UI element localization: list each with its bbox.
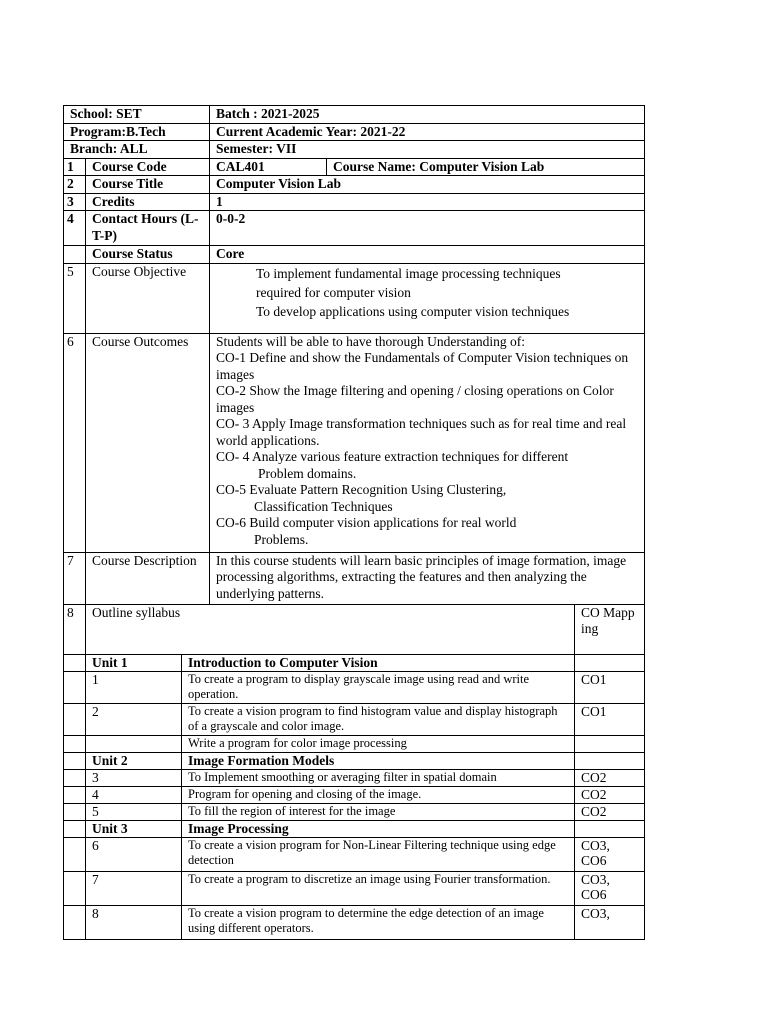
item-margin-cell — [64, 786, 86, 803]
row-number-empty — [64, 246, 86, 264]
item-margin-cell — [64, 769, 86, 786]
item-co-mapping: CO2 — [575, 769, 645, 786]
item-text: Program for opening and closing of the image. — [182, 786, 575, 803]
objective-line: To develop applications using computer vision techniques — [256, 303, 570, 319]
course-objective-label: Course Objective — [86, 263, 210, 333]
item-co-mapping: CO1 — [575, 671, 645, 703]
course-title-value: Computer Vision Lab — [210, 176, 645, 194]
item-number: 8 — [86, 905, 182, 939]
course-objective-value — [210, 263, 645, 333]
program-cell: Program:B.Tech — [64, 123, 210, 141]
course-description-label: Course Description — [86, 552, 210, 604]
item-co-mapping: CO3, CO6 — [575, 837, 645, 871]
syllabus-item-row — [64, 735, 645, 752]
item-number: 5 — [86, 803, 182, 820]
outcomes-intro: Students will be able to have thorough Understanding of: — [216, 333, 525, 349]
item-text: To create a vision program for Non-Linear Filtering technique using edge detection — [182, 837, 575, 871]
unit-header-row — [64, 820, 645, 837]
row-number: 6 — [64, 333, 86, 552]
item-margin-cell — [64, 871, 86, 905]
row-number: 1 — [64, 158, 86, 176]
course-name-cell: Course Name: Computer Vision Lab — [327, 158, 645, 176]
item-margin-cell — [64, 735, 86, 752]
item-text: To create a vision program to determine the edge detection of an image using different operators. — [182, 905, 575, 939]
unit-header-row — [64, 654, 645, 671]
objective-line: To implement fundamental image processing techniques — [256, 265, 561, 281]
contact-hours-label: Contact Hours (L-T-P) — [86, 211, 210, 246]
school-cell: School: SET — [64, 106, 210, 124]
item-number — [86, 735, 182, 752]
batch-cell: Batch : 2021-2025 — [210, 106, 645, 124]
item-text: To create a vision program to find histogram value and display histograph of a grayscale and color image. — [182, 703, 575, 735]
outcome-co4-line2: Problem domains. — [258, 465, 357, 481]
item-co-mapping: CO1 — [575, 703, 645, 735]
course-status-label: Course Status — [86, 246, 210, 264]
co-mapping-header: CO Mapping — [575, 604, 645, 654]
row-number: 4 — [64, 211, 86, 246]
course-status-value: Core — [210, 246, 645, 264]
syllabus-item-row — [64, 671, 645, 703]
item-co-mapping: CO3, CO6 — [575, 871, 645, 905]
outcome-co5-line1: CO-5 Evaluate Pattern Recognition Using Clustering, — [216, 482, 507, 497]
unit-header-row — [64, 752, 645, 769]
item-margin-cell — [64, 837, 86, 871]
item-text: To Implement smoothing or averaging filter in spatial domain — [182, 769, 575, 786]
unit-label: Unit 3 — [86, 820, 182, 837]
unit-label: Unit 1 — [86, 654, 182, 671]
item-co-mapping: CO3, — [575, 905, 645, 939]
row-number: 3 — [64, 193, 86, 211]
outcome-co4-line1: CO- 4 Analyze various feature extraction techniques for different — [216, 449, 569, 464]
syllabus-item-row — [64, 837, 645, 871]
outcome-co5-line2: Classification Techniques — [254, 498, 393, 514]
outcome-co5 — [216, 482, 638, 515]
outcome-co2: CO-2 Show the Image filtering and opening / closing operations on Color images — [216, 383, 614, 415]
syllabus-item-row — [64, 803, 645, 820]
item-co-mapping — [575, 735, 645, 752]
unit-title: Image Processing — [182, 820, 575, 837]
item-co-mapping: CO2 — [575, 786, 645, 803]
academic-year-cell: Current Academic Year: 2021-22 — [210, 123, 645, 141]
course-outcomes-label: Course Outcomes — [86, 333, 210, 552]
item-co-mapping: CO2 — [575, 803, 645, 820]
outcome-co6-line1: CO-6 Build computer vision applications for real world — [216, 515, 517, 530]
course-title-label: Course Title — [86, 176, 210, 194]
item-text: To create a program to display grayscale image using read and write operation. — [182, 671, 575, 703]
item-text: Write a program for color image processing — [182, 735, 575, 752]
syllabus-document — [63, 105, 644, 940]
syllabus-item-row — [64, 786, 645, 803]
unit-co-cell — [575, 752, 645, 769]
item-margin-cell — [64, 803, 86, 820]
course-code-label: Course Code — [86, 158, 210, 176]
course-code-value: CAL401 — [210, 158, 327, 176]
course-info-table — [63, 105, 645, 655]
contact-hours-value: 0-0-2 — [210, 211, 645, 246]
objective-line: required for computer vision — [256, 284, 411, 300]
item-margin-cell — [64, 905, 86, 939]
unit-title: Image Formation Models — [182, 752, 575, 769]
item-number: 6 — [86, 837, 182, 871]
row-number: 7 — [64, 552, 86, 604]
branch-cell: Branch: ALL — [64, 141, 210, 159]
unit-margin-cell — [64, 820, 86, 837]
syllabus-item-row — [64, 871, 645, 905]
credits-value: 1 — [210, 193, 645, 211]
row-number: 5 — [64, 263, 86, 333]
course-description-value: In this course students will learn basic principles of image formation, image processing algorithms, extracting the features and then analyzing the underlying patterns. — [210, 552, 645, 604]
item-number: 2 — [86, 703, 182, 735]
syllabus-item-row — [64, 769, 645, 786]
item-number: 1 — [86, 671, 182, 703]
item-text: To create a program to discretize an image using Fourier transformation. — [182, 871, 575, 905]
syllabus-units-table — [63, 654, 645, 940]
syllabus-item-row — [64, 905, 645, 939]
outline-syllabus-label: Outline syllabus — [86, 604, 575, 654]
outcome-co6 — [216, 515, 638, 548]
row-number: 8 — [64, 604, 86, 654]
item-text: To fill the region of interest for the image — [182, 803, 575, 820]
unit-title: Introduction to Computer Vision — [182, 654, 575, 671]
unit-co-cell — [575, 654, 645, 671]
credits-label: Credits — [86, 193, 210, 211]
outcome-co1: CO-1 Define and show the Fundamentals of Computer Vision techniques on images — [216, 350, 629, 382]
outcome-co3: CO- 3 Apply Image transformation techniques such as for real time and real world applications. — [216, 416, 627, 448]
outcome-co4 — [216, 449, 638, 482]
outcome-co6-line2: Problems. — [254, 531, 309, 547]
item-number: 4 — [86, 786, 182, 803]
item-margin-cell — [64, 671, 86, 703]
unit-label: Unit 2 — [86, 752, 182, 769]
item-number: 7 — [86, 871, 182, 905]
unit-margin-cell — [64, 654, 86, 671]
course-outcomes-value — [210, 333, 645, 552]
item-margin-cell — [64, 703, 86, 735]
unit-co-cell — [575, 820, 645, 837]
unit-margin-cell — [64, 752, 86, 769]
units-body — [64, 654, 645, 939]
row-number: 2 — [64, 176, 86, 194]
item-number: 3 — [86, 769, 182, 786]
syllabus-item-row — [64, 703, 645, 735]
semester-cell: Semester: VII — [210, 141, 645, 159]
